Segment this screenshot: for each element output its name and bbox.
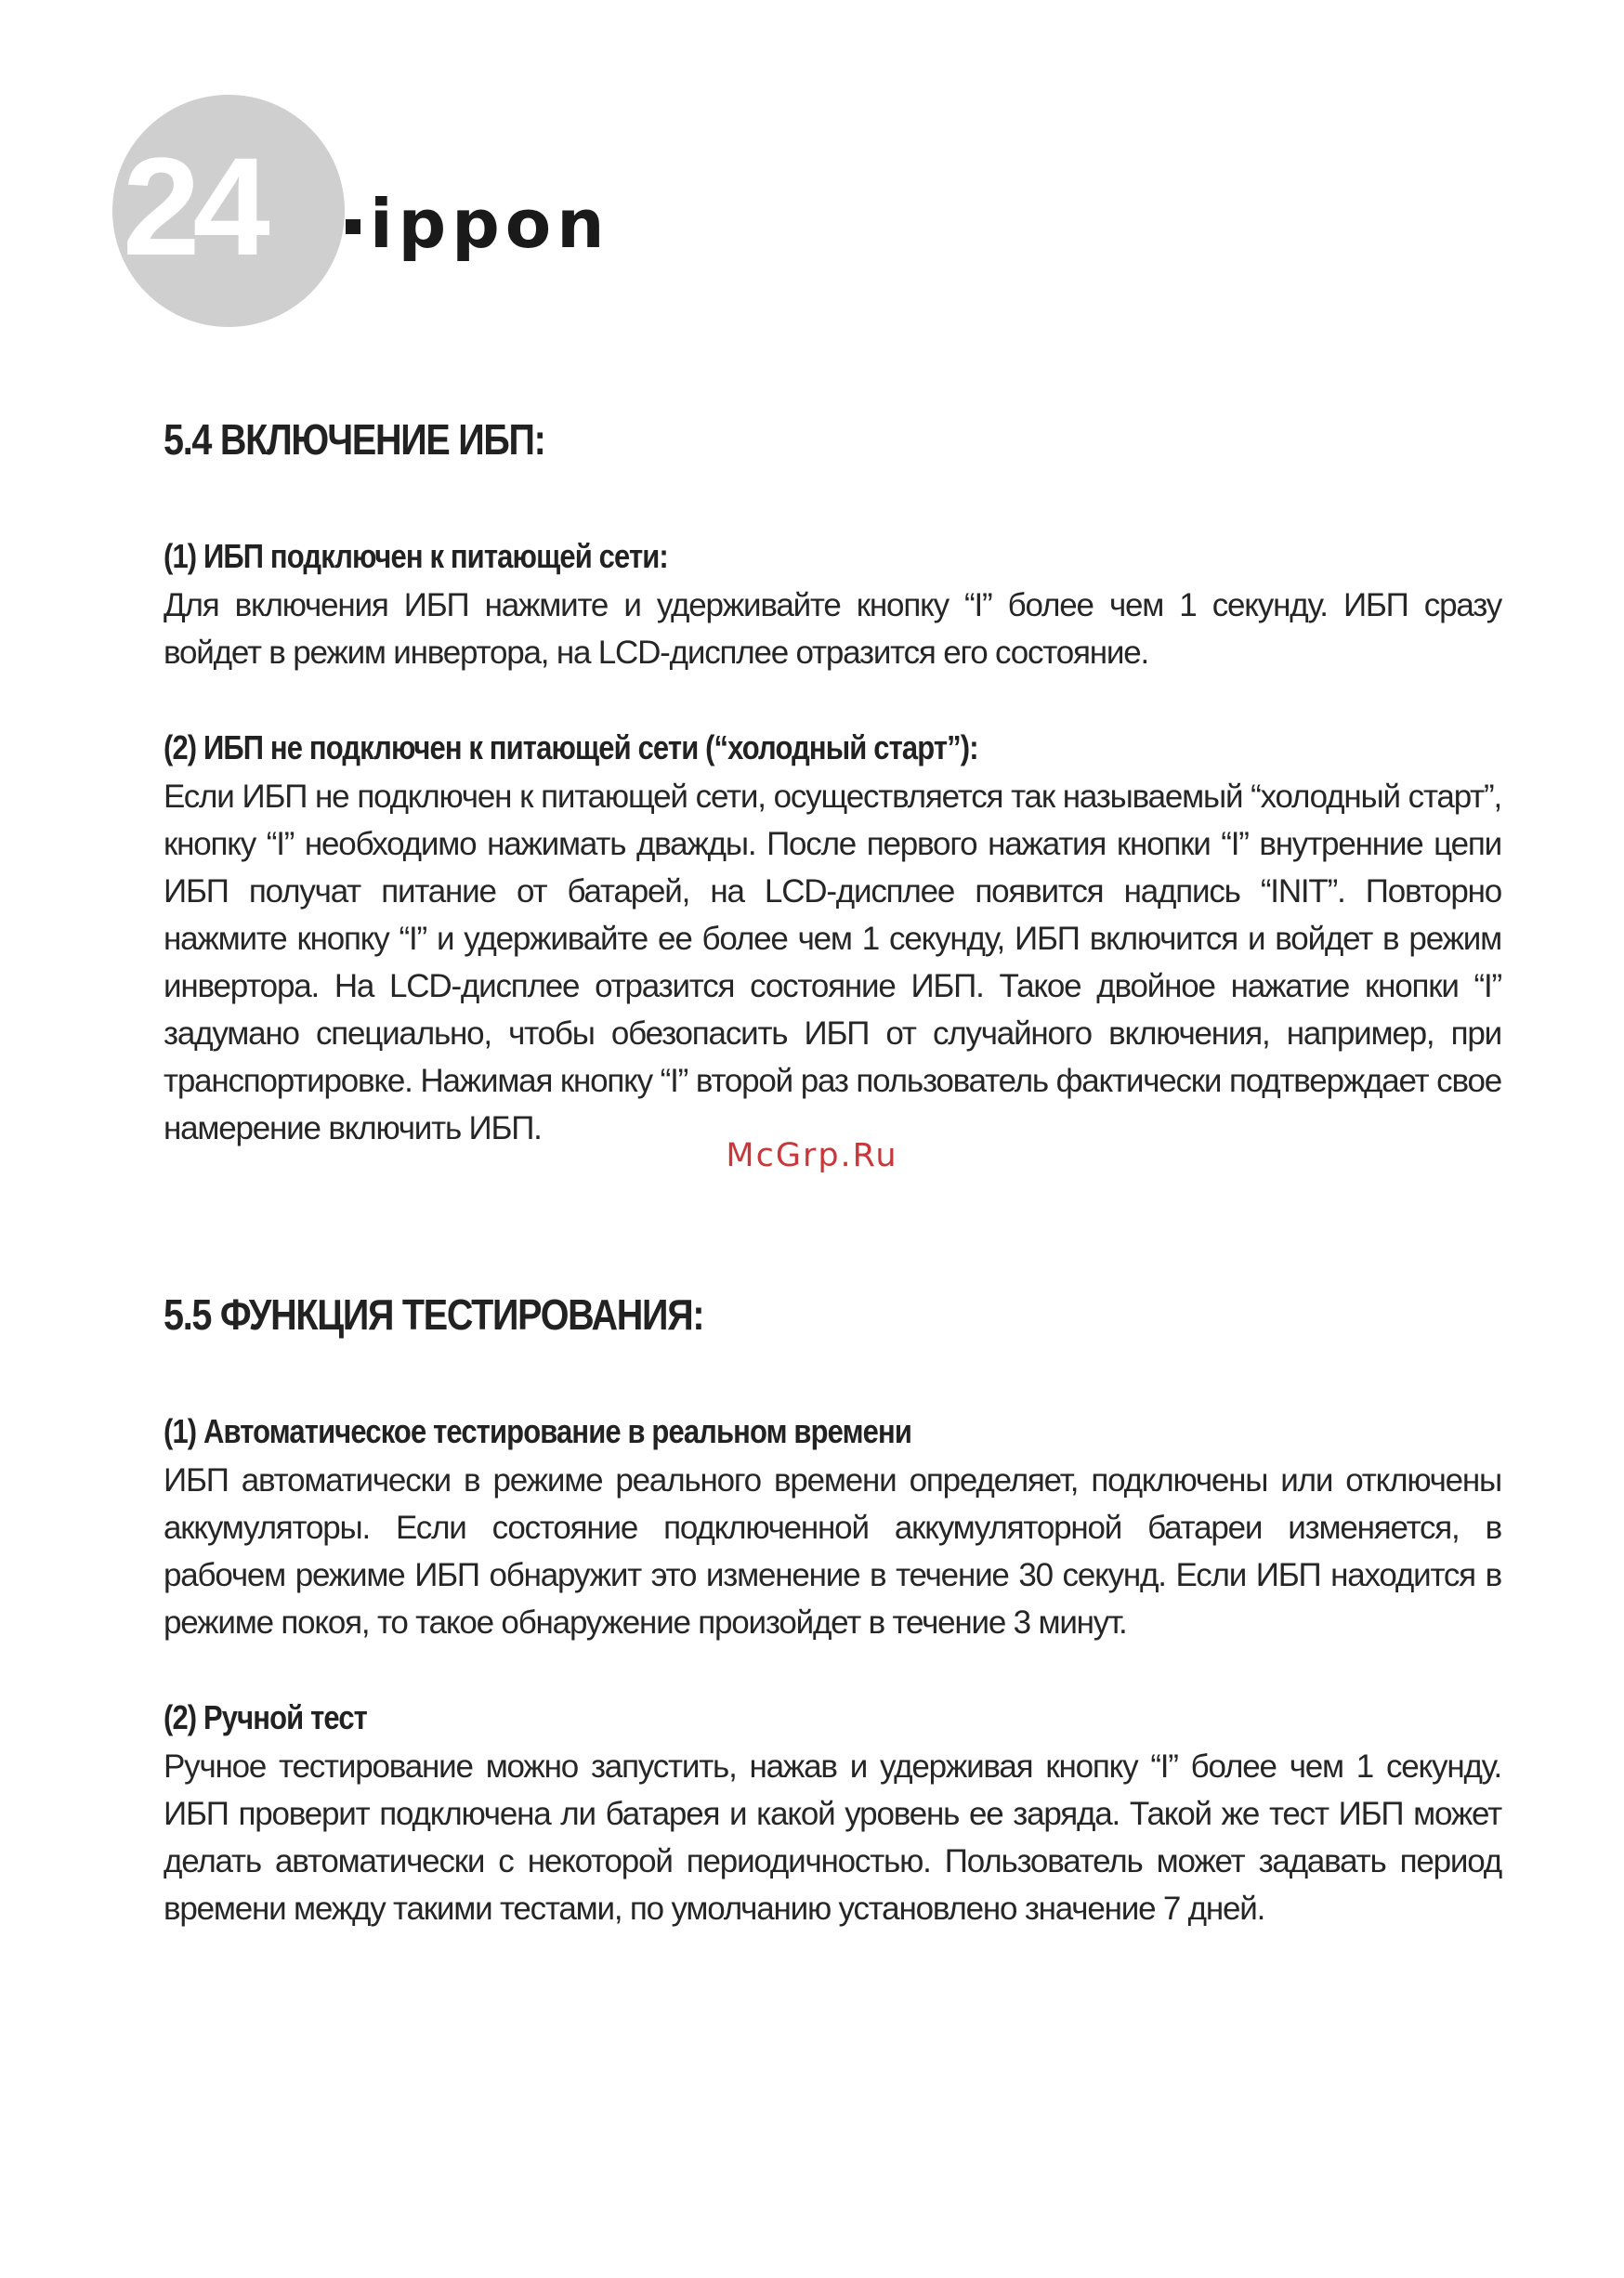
watermark-link[interactable]: McGrp.Ru [726, 1137, 898, 1174]
section-5-4-item-1-title: (1) ИБП подключен к питающей сети: [164, 537, 668, 575]
section-5-5-item-2-title: (2) Ручной тест [164, 1698, 367, 1736]
section-5-4-item-2-text: Если ИБП не подключен к питающей сети, осуществляется так называемый “холодный старт”, кнопку “I” необходимо нажимать дважды. После первого нажатия кнопки “I” внутренние цепи ИБП получат питание от батарей, на LCD-дисплее появится надпись “INIT”. Повторно нажмите кнопку “I” и удерживайте ее более чем 1 секунду, ИБП включится и войдет в режим инвертора. На LCD-дисплее отразится состояние ИБП. Такое двойное нажатие кнопки “I” задумано специально, чтобы обезопасить ИБП от случайного включения, например, при транспортировке. Нажимая кнопку “I” второй раз пользователь фактически подтверждает свое намерение включить ИБП. [164, 779, 1501, 1146]
section-5-5-item-1-text: ИБП автоматически в режиме реального времени определяет, подключены или отключены аккумуляторы. Если состояние подключенной аккумуляторной батареи изменяется, в рабочем режиме ИБП обнаружит это изменение в течение 30 секунд. Если ИБП находится в режиме покоя, то такое обнаружение произойдет в течение 3 минут. [164, 1462, 1501, 1641]
logo-dot [346, 219, 360, 234]
page-number: 24 [123, 128, 263, 284]
section-5-5-item-1-title: (1) Автоматическое тестирование в реальном времени [164, 1412, 912, 1450]
header-logo [110, 93, 630, 334]
brand-name: ippon [370, 185, 610, 263]
ippon-logo [110, 93, 630, 334]
section-5-4-heading: 5.4 ВКЛЮЧЕНИЕ ИБП: [164, 415, 545, 464]
section-5-4-item-1-text: Для включения ИБП нажмите и удерживайте кнопку “I” более чем 1 секунду. ИБП сразу войдет в режим инвертора, на LCD-дисплее отразится его состояние. [164, 587, 1501, 671]
section-5-5-heading: 5.5 ФУНКЦИЯ ТЕСТИРОВАНИЯ: [164, 1290, 704, 1339]
section-5-5-item-2-text: Ручное тестирование можно запустить, нажав и удерживая кнопку “I” более чем 1 секунду. ИБП проверит подключена ли батарея и какой уровень ее заряда. Такой же тест ИБП может делать автоматически с некоторой периодичностью. Пользователь может задавать период времени между такими тестами, по умолчанию установлено значение 7 дней. [164, 1748, 1501, 1927]
section-5-4-item-2-title: (2) ИБП не подключен к питающей сети (“холодный старт”): [164, 728, 978, 766]
